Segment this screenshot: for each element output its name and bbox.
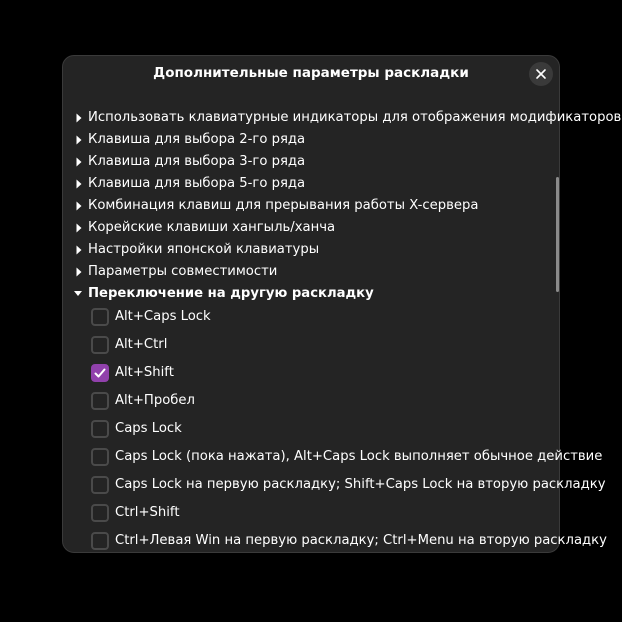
tree-group-row[interactable]: [63, 239, 559, 261]
option-checkbox[interactable]: [91, 308, 109, 326]
tree-group-label: Настройки японской клавиатуры: [88, 242, 320, 257]
scrollbar[interactable]: [556, 177, 559, 292]
triangle-right-icon[interactable]: [75, 223, 83, 233]
tree-group-row[interactable]: [63, 261, 559, 283]
option-checkbox[interactable]: [91, 532, 109, 550]
option-label: Caps Lock: [115, 421, 182, 436]
dialog-header: [63, 56, 559, 92]
option-row[interactable]: [63, 528, 607, 556]
close-button[interactable]: [529, 62, 553, 86]
option-row[interactable]: [63, 332, 559, 360]
tree-group-label: Клавиша для выбора 2-го ряда: [88, 132, 306, 147]
close-icon: [536, 69, 546, 79]
checkmark-icon: [93, 366, 107, 380]
option-label: Alt+Caps Lock: [115, 309, 211, 324]
option-checkbox[interactable]: [91, 448, 109, 466]
tree-group-row[interactable]: [63, 129, 559, 151]
option-checkbox[interactable]: [91, 364, 109, 382]
option-checkbox[interactable]: [91, 336, 109, 354]
tree-group-label: Корейские клавиши хангыль/ханча: [88, 220, 336, 235]
dialog-title: Дополнительные параметры раскладки: [153, 65, 469, 81]
tree-group-row[interactable]: [63, 217, 559, 239]
tree-group-row[interactable]: [63, 195, 559, 217]
tree-group-row[interactable]: [63, 173, 559, 195]
triangle-right-icon[interactable]: [75, 179, 83, 189]
option-label: Caps Lock (пока нажата), Alt+Caps Lock выполняет обычное действие: [115, 449, 603, 464]
option-row[interactable]: [63, 416, 559, 444]
option-label: Ctrl+Левая Win на первую раскладку; Ctrl+Menu на вторую раскладку: [115, 533, 607, 548]
triangle-right-icon[interactable]: [75, 245, 83, 255]
tree-group-label: Клавиша для выбора 3-го ряда: [88, 154, 306, 169]
tree-group-label: Параметры совместимости: [88, 264, 278, 279]
tree-group-row[interactable]: [63, 151, 559, 173]
option-row[interactable]: [63, 388, 559, 416]
option-row[interactable]: [63, 304, 559, 332]
triangle-right-icon[interactable]: [75, 201, 83, 211]
option-row[interactable]: [63, 472, 606, 500]
option-label: Caps Lock на первую раскладку; Shift+Caps Lock на вторую раскладку: [115, 477, 606, 492]
triangle-right-icon[interactable]: [75, 135, 83, 145]
tree-group-label: Переключение на другую раскладку: [88, 286, 374, 301]
tree-group-label: Комбинация клавиш для прерывания работы X-сервера: [88, 198, 479, 213]
tree-group-label: Использовать клавиатурные индикаторы для отображения модификаторов: [88, 110, 622, 125]
triangle-right-icon[interactable]: [75, 267, 83, 277]
option-checkbox[interactable]: [91, 420, 109, 438]
layout-options-dialog: [62, 55, 622, 553]
option-label: Alt+Shift: [115, 365, 174, 380]
option-row[interactable]: [63, 360, 559, 388]
option-row[interactable]: [63, 500, 559, 528]
option-row[interactable]: [63, 444, 603, 472]
tree-group-row[interactable]: [63, 283, 559, 305]
triangle-down-icon[interactable]: [74, 289, 82, 299]
option-label: Alt+Ctrl: [115, 337, 168, 352]
triangle-right-icon[interactable]: [75, 157, 83, 167]
options-tree[interactable]: [63, 107, 622, 553]
option-checkbox[interactable]: [91, 504, 109, 522]
triangle-right-icon[interactable]: [75, 113, 83, 123]
tree-group-label: Клавиша для выбора 5-го ряда: [88, 176, 306, 191]
option-label: Ctrl+Shift: [115, 505, 180, 520]
option-checkbox[interactable]: [91, 476, 109, 494]
option-checkbox[interactable]: [91, 392, 109, 410]
tree-group-row[interactable]: [63, 107, 622, 129]
option-label: Alt+Пробел: [115, 393, 195, 408]
